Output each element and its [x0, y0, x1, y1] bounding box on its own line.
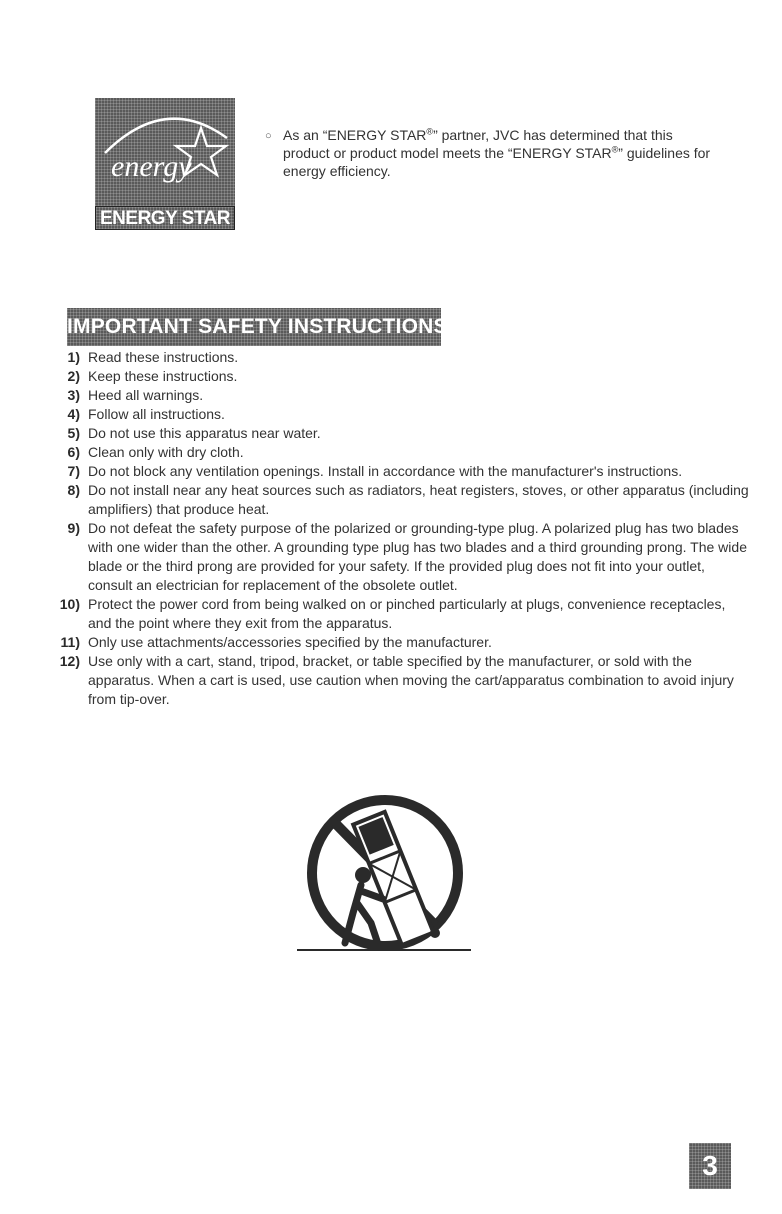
- item-text: Use only with a cart, stand, tripod, bracket, or table specified by the manufacturer, or sold with the apparatus. When a cart is used, use caution when moving the cart/apparatus combination to avoid injury from tip-over.: [88, 653, 734, 707]
- item-number: 4): [67, 406, 80, 422]
- item-number: 5): [67, 425, 80, 441]
- list-item: [50, 519, 750, 595]
- list-item: [50, 424, 750, 443]
- registered-mark-icon: ®: [426, 126, 434, 137]
- page-number-badge: 3: [689, 1143, 731, 1189]
- list-item: [50, 462, 750, 481]
- statement-part-1: As an “ENERGY STAR: [283, 127, 427, 143]
- item-text: Only use attachments/accessories specified by the manufacturer.: [88, 634, 492, 650]
- safety-heading: IMPORTANT SAFETY INSTRUCTIONS: [67, 308, 441, 346]
- list-item: [50, 443, 750, 462]
- item-number: 9): [67, 520, 80, 536]
- list-item: [50, 595, 750, 633]
- energy-star-paragraph: [283, 126, 715, 180]
- item-number: 10): [59, 596, 80, 612]
- list-item: [50, 386, 750, 405]
- energy-star-wordmark: ENERGY STAR: [95, 206, 235, 230]
- item-text: Keep these instructions.: [88, 368, 238, 384]
- item-text: Do not defeat the safety purpose of the polarized or grounding-type plug. A polarized plug has two blades with one wider than the other. A grounding type plug has two blades and a third grounding prong. The wide blade or the third prong are provided for your safety. If the provided plug does not fit into your outlet, consult an electrician for replacement of the obsolete outlet.: [88, 520, 747, 593]
- item-number: 12): [59, 653, 80, 669]
- list-item: [50, 405, 750, 424]
- item-number: 11): [60, 634, 80, 650]
- energy-star-logo: [95, 98, 235, 230]
- item-text: Do not use this apparatus near water.: [88, 425, 321, 441]
- statement-part-2: ” partner, JVC has determined that this product or product model meets the “ENERGY STAR: [283, 127, 673, 161]
- list-item: [50, 633, 750, 652]
- list-item: [50, 348, 750, 367]
- safety-instruction-list: [50, 348, 750, 709]
- list-item: [50, 367, 750, 386]
- item-number: 3): [67, 387, 80, 403]
- statement-part-3: ” guidelines for energy efficiency.: [283, 145, 711, 179]
- item-number: 8): [67, 482, 80, 498]
- energy-star-statement: [265, 126, 715, 180]
- item-text: Clean only with dry cloth.: [88, 444, 244, 460]
- item-number: 2): [67, 368, 80, 384]
- item-text: Protect the power cord from being walked on or pinched particularly at plugs, convenience receptacles, and the point where they exit from the apparatus.: [88, 596, 726, 631]
- item-text: Do not block any ventilation openings. Install in accordance with the manufacturer's instructions.: [88, 463, 683, 479]
- list-item: [50, 652, 750, 709]
- item-text: Heed all warnings.: [88, 387, 204, 403]
- energy-star-mark: [95, 98, 235, 206]
- item-number: 6): [67, 444, 80, 460]
- registered-mark-icon: ®: [611, 144, 619, 155]
- energy-script-text: energy: [111, 150, 192, 183]
- bullet-icon: ○: [265, 130, 272, 142]
- item-text: Read these instructions.: [88, 349, 239, 365]
- cart-tip-over-warning-icon: [295, 795, 473, 957]
- item-number: 1): [67, 349, 80, 365]
- energy-star-graphic-icon: [95, 98, 235, 206]
- list-item: [50, 481, 750, 519]
- item-text: Follow all instructions.: [88, 406, 225, 422]
- item-text: Do not install near any heat sources such as radiators, heat registers, stoves, or other apparatus (including amplifiers) that produce heat.: [88, 482, 749, 517]
- item-number: 7): [67, 463, 80, 479]
